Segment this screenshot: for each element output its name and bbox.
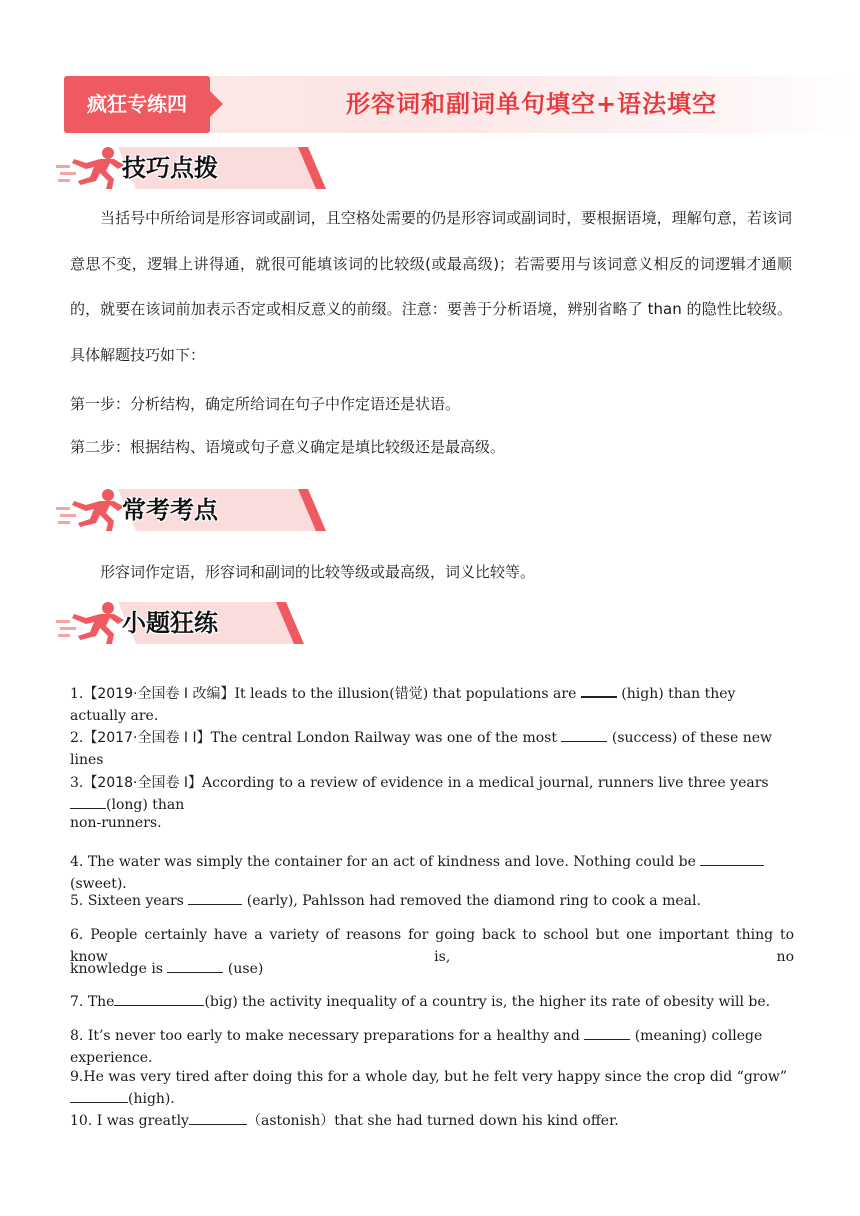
answer-blank[interactable] bbox=[70, 794, 106, 809]
question-text: It leads to the illusion( bbox=[234, 686, 395, 702]
question-4 bbox=[70, 851, 794, 895]
answer-blank[interactable] bbox=[189, 1110, 247, 1125]
question-text: Sixteen years bbox=[87, 893, 189, 909]
question-text: People certainly have a variety of reasons for going back to school but one important thing to know is, no bbox=[70, 927, 794, 965]
banner-tag-text: 疯狂专练四 bbox=[87, 92, 187, 116]
question-source: 【2017·全国卷 I I】 bbox=[83, 730, 211, 746]
question-number: 4. bbox=[70, 854, 84, 870]
question-text: （astonish）that she had turned down his kind offer. bbox=[246, 1113, 619, 1129]
answer-blank[interactable] bbox=[70, 1088, 128, 1103]
question-text: The bbox=[87, 994, 115, 1010]
question-text: (early), Pahlsson had removed the diamond ring to cook a meal. bbox=[242, 893, 701, 909]
answer-blank[interactable] bbox=[114, 991, 204, 1006]
answer-blank[interactable] bbox=[700, 851, 764, 866]
question-text: knowledge is bbox=[70, 961, 168, 977]
question-text: (meaning) college experience. bbox=[70, 1028, 763, 1066]
question-number: 2. bbox=[70, 730, 84, 746]
page-title: 形容词和副词单句填空+语法填空 bbox=[346, 90, 718, 118]
question-1 bbox=[70, 682, 794, 727]
question-5 bbox=[70, 890, 794, 912]
question-text: (big) the activity inequality of a country is, the higher its rate of obesity will be. bbox=[204, 994, 771, 1010]
question-3 bbox=[70, 772, 794, 816]
points-text: 形容词作定语，形容词和副词的比较等级或最高级，词义比较等。 bbox=[100, 563, 536, 581]
question-text: He was very tired after doing this for a whole day, but he felt very happy since the crop did “grow” bbox=[83, 1069, 788, 1085]
question-source: 【2019·全国卷 I 改编】 bbox=[83, 686, 235, 702]
question-6-continued bbox=[70, 958, 794, 980]
question-text: (use) bbox=[223, 961, 264, 977]
answer-blank[interactable] bbox=[561, 727, 607, 742]
question-number: 7. bbox=[70, 994, 84, 1010]
question-3-continued: non-runners. bbox=[70, 815, 162, 831]
banner-tag bbox=[64, 76, 210, 133]
question-text: According to a review of evidence in a medical journal, runners live three years bbox=[202, 775, 769, 791]
answer-blank[interactable] bbox=[188, 890, 242, 905]
section-title: 小题狂练 bbox=[122, 609, 218, 637]
header-banner bbox=[64, 76, 860, 133]
question-2 bbox=[70, 727, 794, 771]
question-7 bbox=[70, 991, 794, 1013]
question-gloss: 错觉 bbox=[394, 686, 423, 702]
tips-paragraph-text: 当括号中所给词是形容词或副词，且空格处需要的仍是形容词或副词时，要根据语境，理解句意，若该词意思不变，逻辑上讲得通，就很可能填该词的比较级(或最高级)；若需要用与该词意义相反的词逻辑才通顺的，就要在该词前加表示否定或相反意义的前缀。注意：要善于分析语境，辨别省略了 than 的隐性比较级。具体解题技巧如下： bbox=[70, 209, 792, 364]
question-text: (sweet)． bbox=[70, 876, 137, 892]
question-number: 6. bbox=[70, 927, 84, 943]
question-text: ) that populations are bbox=[422, 686, 581, 702]
question-number: 10. bbox=[70, 1113, 93, 1129]
question-text: It’s never too early to make necessary preparations for a healthy and bbox=[87, 1028, 585, 1044]
question-source: 【2018·全国卷 I】 bbox=[83, 775, 203, 791]
question-8 bbox=[70, 1025, 794, 1069]
question-text: I was greatly bbox=[96, 1113, 189, 1129]
question-text: The central London Railway was one of the most bbox=[210, 730, 562, 746]
question-number: 5. bbox=[70, 893, 84, 909]
question-number: 8. bbox=[70, 1028, 84, 1044]
answer-blank[interactable] bbox=[581, 682, 617, 698]
question-9 bbox=[70, 1066, 794, 1110]
section-heading-tips bbox=[56, 145, 296, 191]
question-text: (high) than they actually are. bbox=[70, 686, 736, 724]
question-text: (success) of these new lines bbox=[70, 730, 772, 768]
question-text: (long) than bbox=[106, 797, 185, 813]
question-number: 1. bbox=[70, 686, 84, 702]
answer-blank[interactable] bbox=[584, 1025, 630, 1040]
question-number: 3. bbox=[70, 775, 84, 791]
section-heading-drills bbox=[56, 600, 296, 646]
question-number: 9. bbox=[70, 1069, 84, 1085]
tips-paragraph bbox=[70, 196, 792, 378]
step-two: 第二步：根据结构、语境或句子意义确定是填比较级还是最高级。 bbox=[70, 438, 506, 456]
section-heading-points bbox=[56, 487, 296, 533]
question-text: (high)． bbox=[128, 1091, 185, 1107]
question-10 bbox=[70, 1110, 794, 1132]
section-title: 常考考点 bbox=[122, 496, 218, 524]
answer-blank[interactable] bbox=[167, 958, 223, 973]
step-one: 第一步：分析结构，确定所给词在句子中作定语还是状语。 bbox=[70, 395, 461, 413]
question-text: The water was simply the container for an act of kindness and love. Nothing could be bbox=[87, 854, 701, 870]
section-title: 技巧点拨 bbox=[122, 154, 218, 182]
